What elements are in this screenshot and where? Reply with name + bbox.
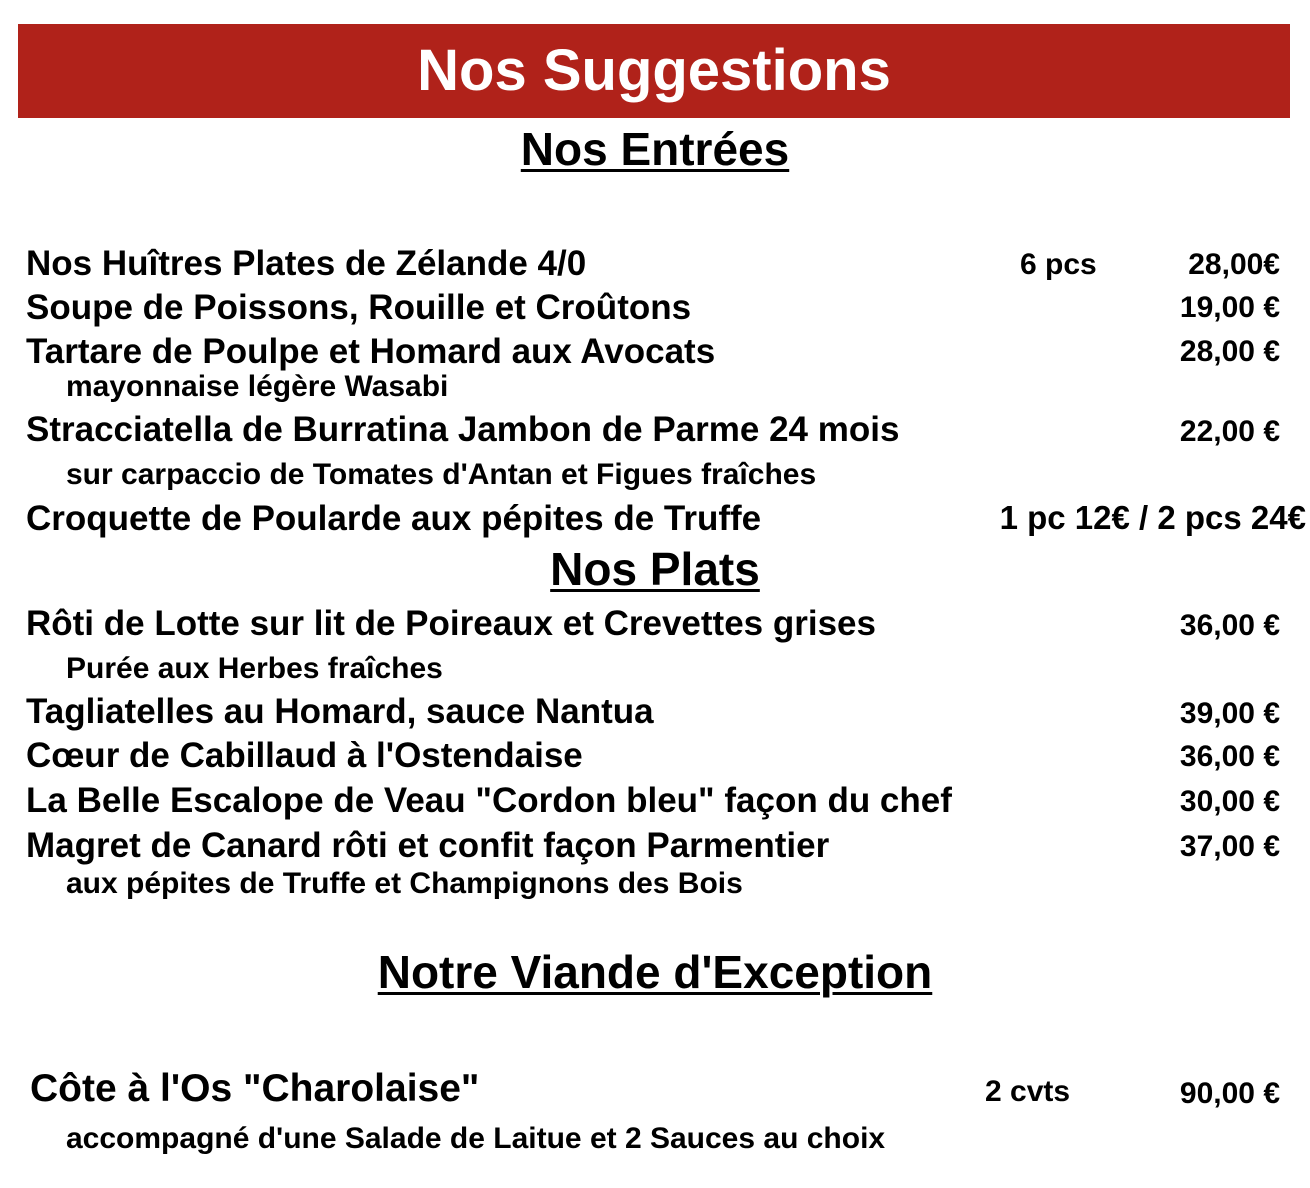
section-title-plats: Nos Plats: [550, 543, 760, 595]
dish-price-stracciatella: 22,00 €: [1179, 415, 1280, 448]
menu-title: Nos Suggestions: [417, 38, 891, 103]
dish-price-soupe: 19,00 €: [1179, 291, 1280, 324]
dish-detail-stracciatella: sur carpaccio de Tomates d'Antan et Figues fraîches: [66, 458, 817, 491]
dish-price-tagliatelles: 39,00 €: [1179, 697, 1280, 730]
dish-name-huitres: Nos Huîtres Plates de Zélande 4/0: [26, 244, 587, 283]
dish-name-escalope: La Belle Escalope de Veau "Cordon bleu" façon du chef: [26, 781, 952, 820]
dish-detail-magret: aux pépites de Truffe et Champignons des Bois: [66, 867, 743, 900]
section-title-entrees: Nos Entrées: [520, 123, 790, 175]
dish-name-lotte: Rôti de Lotte sur lit de Poireaux et Crevettes grises: [26, 604, 876, 643]
dish-name-tagliatelles: Tagliatelles au Homard, sauce Nantua: [26, 692, 654, 731]
dish-price-magret: 37,00 €: [1179, 830, 1280, 863]
dish-name-tartare: Tartare de Poulpe et Homard aux Avocats: [26, 332, 716, 371]
dish-name-magret: Magret de Canard rôti et confit façon Parmentier: [26, 826, 830, 865]
dish-name-croquette: Croquette de Poularde aux pépites de Truffe: [26, 499, 762, 538]
dish-detail-cote: accompagné d'une Salade de Laitue et 2 Sauces au choix: [66, 1122, 886, 1155]
dish-detail-tartare: mayonnaise légère Wasabi: [66, 370, 449, 403]
dish-price-escalope: 30,00 €: [1179, 785, 1280, 818]
dish-price-tartare: 28,00 €: [1179, 335, 1280, 368]
dish-name-cote: Côte à l'Os "Charolaise": [30, 1067, 480, 1110]
dish-price-lotte: 36,00 €: [1179, 609, 1280, 642]
dish-name-soupe: Soupe de Poissons, Rouille et Croûtons: [26, 288, 692, 327]
dish-name-cabillaud: Cœur de Cabillaud à l'Ostendaise: [26, 736, 583, 775]
dish-price-cote: 90,00 €: [1179, 1077, 1280, 1110]
dish-qty-huitres: 6 pcs: [1020, 248, 1097, 281]
menu-banner: [18, 24, 1290, 118]
dish-price-croquette: 1 pc 12€ / 2 pcs 24€: [999, 499, 1306, 536]
dish-qty-cote: 2 cvts: [985, 1075, 1071, 1108]
dish-detail-lotte: Purée aux Herbes fraîches: [66, 652, 443, 685]
section-title-viande: Notre Viande d'Exception: [377, 946, 933, 998]
dish-price-huitres: 28,00€: [1188, 248, 1280, 281]
dish-price-cabillaud: 36,00 €: [1179, 740, 1280, 773]
dish-name-stracciatella: Stracciatella de Burratina Jambon de Parme 24 mois: [26, 410, 900, 449]
